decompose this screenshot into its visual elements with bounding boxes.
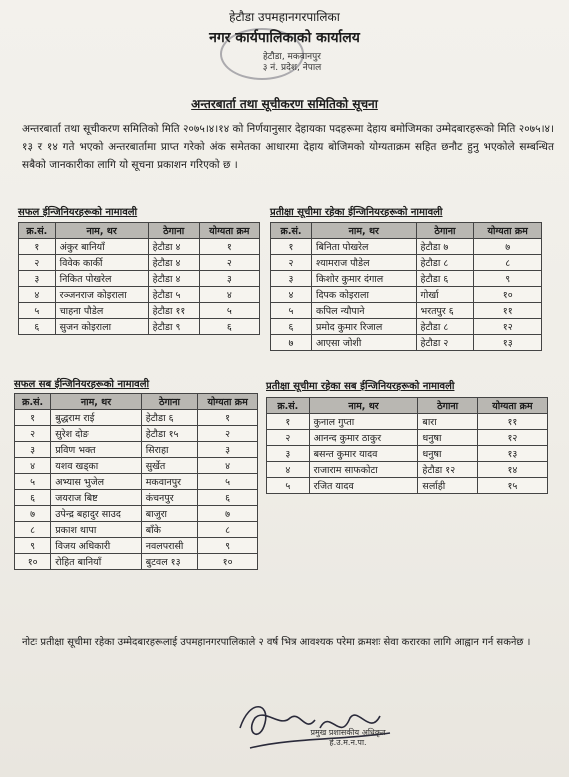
table-cell: ३ [271, 271, 312, 287]
table-cell: १ [199, 239, 259, 255]
table-cell: दिपक कोइराला [312, 287, 416, 303]
table-row [19, 287, 260, 303]
column-header: ठेगाना [418, 398, 477, 414]
table-cell: ५ [271, 303, 312, 319]
table-cell: धनुषा [418, 430, 477, 446]
table-cell: हेटौडा १५ [141, 426, 198, 442]
intro-paragraph: अन्तरबार्ता तथा सूचीकरण समितिको मिति २०७५।४।१४ को निर्णयानुसार देहायका पदहरूमा देहाय बमोजिमका उम्मेदबारहरूको मिति २०७५।४।१३ र १४ गते भएको अन्तरबार्तामा प्राप्त गरेको अंक समेतका आधारमा देहाय बोजिमको योग्यताक्रम सहित छनौट हुनु भएकोले सम्बन्धित सबैको जानकारीका लागि यो सूचना प्रकाशन गरिएको छ । [22, 123, 554, 171]
table-cell: ६ [271, 319, 312, 335]
table-row [271, 287, 542, 303]
column-header: योग्यता क्रम [198, 394, 258, 410]
table-cell: ११ [477, 414, 547, 430]
column-header: योग्यता क्रम [474, 223, 542, 239]
table-cell: हेटौडा २ [416, 335, 474, 351]
table-cell: उपेन्द्र बहादुर साउद [51, 506, 141, 522]
header-line3: हेटौडा, मकवानपुर [263, 52, 321, 62]
table-cell: बुटवल १३ [141, 554, 198, 570]
table-cell: हेटौडा ७ [416, 239, 474, 255]
table-cell: राजाराम साफकोटा [309, 462, 418, 478]
table-cell: धनुषा [418, 446, 477, 462]
table-cell: ५ [198, 474, 258, 490]
table-row [267, 478, 548, 494]
table-row [271, 255, 542, 271]
table-cell: यशव खड्का [51, 458, 141, 474]
column-header: क्र.सं. [19, 223, 56, 239]
table-cell: अंकुर बानियाँ [55, 239, 148, 255]
table-row [15, 538, 258, 554]
table-cell: आएसा जोशी [312, 335, 416, 351]
table-cell: हेटौडा ९ [148, 319, 199, 335]
table-cell: ८ [474, 255, 542, 271]
table-cell: रञ्जनराज कोइराला [55, 287, 148, 303]
table-cell: बारा [418, 414, 477, 430]
column-header: ठेगाना [148, 223, 199, 239]
column-header: क्र.सं. [271, 223, 312, 239]
table-cell: हेटौडा ८ [416, 255, 474, 271]
table-cell: ७ [198, 506, 258, 522]
table-cell: १ [198, 410, 258, 426]
table-cell: अभ्यास भुजेल [51, 474, 141, 490]
table-cell: सिराहा [141, 442, 198, 458]
table-cell: ४ [15, 458, 51, 474]
table-cell: कपिल न्यौपाने [312, 303, 416, 319]
table-cell: १३ [477, 446, 547, 462]
table-cell: २ [19, 255, 56, 271]
table-row [271, 319, 542, 335]
column-header: नाम, थर [312, 223, 416, 239]
table-cell: सुजन कोइराला [55, 319, 148, 335]
header-address [232, 52, 352, 74]
table-row [15, 426, 258, 442]
table-cell: ३ [15, 442, 51, 458]
table-cell: श्यामराज पौडेल [312, 255, 416, 271]
table-cell: ६ [198, 490, 258, 506]
table-cell: १ [267, 414, 310, 430]
column-header: नाम, थर [309, 398, 418, 414]
table-cell: बुद्धराम राई [51, 410, 141, 426]
table-cell: ७ [271, 335, 312, 351]
waitlist-engineers-table [270, 222, 542, 351]
signature-label-title: प्रमुख प्रशासकीय अधिकृत [310, 728, 386, 737]
table-row [271, 303, 542, 319]
table-row [19, 303, 260, 319]
table-cell: हेटौडा ८ [416, 319, 474, 335]
table-cell: ७ [15, 506, 51, 522]
table-cell: बिनिता पोखरेल [312, 239, 416, 255]
table-cell: हेटौडा ४ [148, 239, 199, 255]
column-header: नाम, थर [55, 223, 148, 239]
table-cell: ११ [474, 303, 542, 319]
table-cell: ९ [15, 538, 51, 554]
waitlist-sub-engineers-table [266, 397, 548, 494]
table-cell: जयराज बिष्ट [51, 490, 141, 506]
table-cell: ३ [267, 446, 310, 462]
table-cell: ४ [271, 287, 312, 303]
signature-block [278, 728, 418, 748]
t1-title: सफल ईन्जिनियरहरूको नामावली [18, 207, 138, 218]
table-cell: सर्लाही [418, 478, 477, 494]
successful-engineers-table [18, 222, 260, 335]
footnote: नोटः प्रतीक्षा सूचीमा रहेका उम्मेदबारहरूलाई उपमहानगरपालिकाले २ वर्ष भित्र आवश्यक परेमा क्रमशः सेवा करारका लागि आह्वान गर्न सकनेछ । [22, 637, 531, 648]
column-header: क्र.सं. [15, 394, 51, 410]
table-cell: ७ [474, 239, 542, 255]
t4-title: प्रतीक्षा सूचीमा रहेका सब ईन्जिनियरहरूको नामावली [266, 381, 455, 392]
table-cell: १५ [477, 478, 547, 494]
table-cell: प्रविण भक्त [51, 442, 141, 458]
table-cell: १३ [474, 335, 542, 351]
column-header: नाम, थर [51, 394, 141, 410]
table-row [15, 522, 258, 538]
table-row [267, 430, 548, 446]
table-cell: आनन्द कुमार ठाकुर [309, 430, 418, 446]
column-header: ठेगाना [141, 394, 198, 410]
table-cell: हेटौडा १२ [418, 462, 477, 478]
table-cell: ३ [198, 442, 258, 458]
table-cell: हेटौडा ६ [141, 410, 198, 426]
table-cell: ८ [15, 522, 51, 538]
table-cell: २ [271, 255, 312, 271]
table-cell: बाजुरा [141, 506, 198, 522]
table-cell: १० [15, 554, 51, 570]
table-row [15, 554, 258, 570]
table-cell: ४ [198, 458, 258, 474]
table-cell: विवेक कार्की [55, 255, 148, 271]
table-cell: ६ [199, 319, 259, 335]
table-cell: ६ [19, 319, 56, 335]
table-cell: १ [15, 410, 51, 426]
table-cell: २ [15, 426, 51, 442]
table-cell: नवलपरासी [141, 538, 198, 554]
column-header: ठेगाना [416, 223, 474, 239]
table-cell: ९ [198, 538, 258, 554]
table-cell: १४ [477, 462, 547, 478]
table-cell: २ [198, 426, 258, 442]
table-cell: गोर्खा [416, 287, 474, 303]
table-cell: ४ [19, 287, 56, 303]
table-cell: हेटौडा ६ [416, 271, 474, 287]
table-cell: हेटौडा ११ [148, 303, 199, 319]
table-row [267, 446, 548, 462]
table-cell: सुरेश दोङ [51, 426, 141, 442]
table-cell: ८ [198, 522, 258, 538]
table-cell: ५ [15, 474, 51, 490]
table-cell: बाँके [141, 522, 198, 538]
table-cell: ५ [267, 478, 310, 494]
t3-title: सफल सब ईन्जिनियरहरूको नामावली [14, 379, 150, 390]
table-cell: १ [19, 239, 56, 255]
table-cell: कंचनपुर [141, 490, 198, 506]
table-cell: प्रमोद कुमार रिजाल [312, 319, 416, 335]
table-row [15, 490, 258, 506]
table-cell: कुनाल गुप्ता [309, 414, 418, 430]
table-cell: विजय अधिकारी [51, 538, 141, 554]
table-cell: १० [474, 287, 542, 303]
table-row [15, 410, 258, 426]
t2-title: प्रतीक्षा सूचीमा रहेका ईन्जिनियरहरूको नामावली [270, 207, 443, 218]
successful-sub-engineers-table [14, 393, 258, 570]
table-row [15, 458, 258, 474]
table-cell: २ [267, 430, 310, 446]
table-cell: ५ [199, 303, 259, 319]
table-cell: १० [198, 554, 258, 570]
table-cell: ९ [474, 271, 542, 287]
table-cell: ४ [267, 462, 310, 478]
table-row [15, 506, 258, 522]
table-cell: १२ [474, 319, 542, 335]
table-row [15, 474, 258, 490]
column-header: योग्यता क्रम [477, 398, 547, 414]
column-header: योग्यता क्रम [199, 223, 259, 239]
table-cell: १ [271, 239, 312, 255]
header-line2: नगर कार्यपालिकाको कार्यालय [209, 30, 360, 46]
header-line1: हेटौडा उपमहानगरपालिका [229, 10, 340, 24]
table-cell: ६ [15, 490, 51, 506]
column-header: क्र.सं. [267, 398, 310, 414]
table-cell: किशोर कुमार दंगाल [312, 271, 416, 287]
table-cell: २ [199, 255, 259, 271]
table-cell: निकित पोखरेल [55, 271, 148, 287]
table-cell: हेटौडा ४ [148, 255, 199, 271]
table-row [19, 319, 260, 335]
table-cell: चाहना पौडेल [55, 303, 148, 319]
table-cell: ५ [19, 303, 56, 319]
table-row [271, 271, 542, 287]
signature-label-office: हे.उ.म.न.पा. [329, 738, 367, 747]
table-cell: मकवानपुर [141, 474, 198, 490]
table-cell: बसन्त कुमार यादव [309, 446, 418, 462]
header-line4: ३ नं. प्रदेश, नेपाल [262, 63, 322, 73]
table-cell: हेटौडा ४ [148, 271, 199, 287]
table-cell: रोहित बानियाँ [51, 554, 141, 570]
table-row [271, 335, 542, 351]
table-row [267, 462, 548, 478]
table-cell: सुर्खेत [141, 458, 198, 474]
table-row [271, 239, 542, 255]
table-cell: भरतपुर ६ [416, 303, 474, 319]
table-row [15, 442, 258, 458]
table-cell: १२ [477, 430, 547, 446]
table-cell: प्रकाश थापा [51, 522, 141, 538]
table-cell: ३ [19, 271, 56, 287]
table-row [19, 271, 260, 287]
table-row [19, 239, 260, 255]
table-cell: ३ [199, 271, 259, 287]
table-cell: ४ [199, 287, 259, 303]
table-row [267, 414, 548, 430]
table-cell: हेटौडा ५ [148, 287, 199, 303]
table-row [19, 255, 260, 271]
notice-title: अन्तरबार्ता तथा सूचीकरण समितिको सूचना [191, 97, 378, 111]
table-cell: रजित यादव [309, 478, 418, 494]
